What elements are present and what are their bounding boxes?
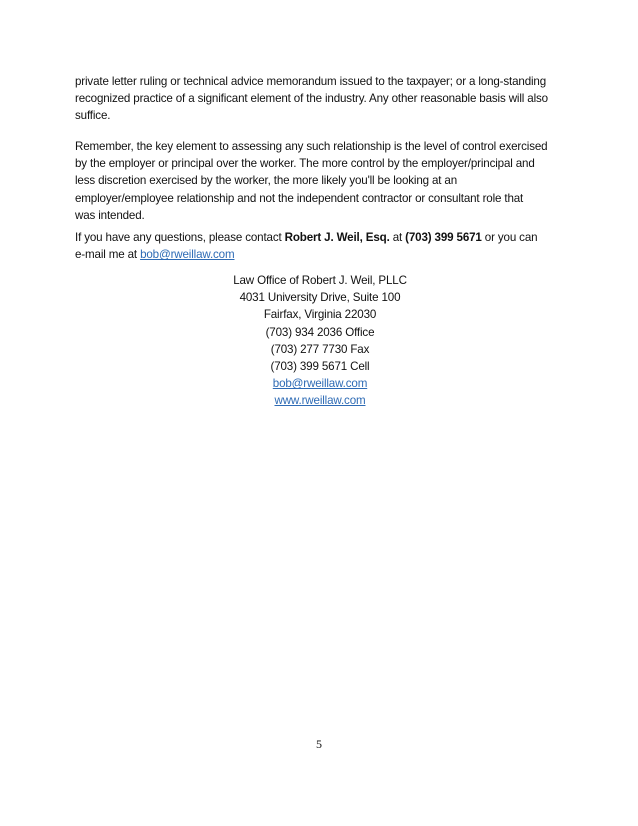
paragraph-remember bbox=[75, 138, 570, 224]
signature-office-phone: (703) 934 2036 Office bbox=[265, 325, 375, 339]
contact-text-end: or you can bbox=[481, 231, 538, 244]
page-number: 5 bbox=[316, 737, 322, 751]
paragraph-line: private letter ruling or technical advice memorandum issued to the taxpayer; or a long-standing bbox=[75, 75, 547, 88]
paragraph-ruling bbox=[75, 73, 570, 125]
signature-email-line bbox=[175, 375, 465, 392]
paragraph-line: employer/employee relationship and not the independent contractor or consultant role that bbox=[75, 191, 524, 205]
paragraph-line bbox=[75, 229, 570, 246]
signature-website-link[interactable]: www.rweillaw.com bbox=[274, 394, 366, 408]
paragraph-line: less discretion exercised by the worker, the more likely you'll be looking at an bbox=[75, 174, 458, 188]
paragraph-line: recognized practice of a significant element of the industry. Any other reasonable basis will also bbox=[75, 92, 548, 106]
signature-email-link[interactable]: bob@rweillaw.com bbox=[272, 377, 368, 391]
signature-firm: Law Office of Robert J. Weil, PLLC bbox=[233, 274, 407, 287]
contact-phone: (703) 399 5671 bbox=[405, 231, 482, 244]
paragraph-line: suffice. bbox=[75, 109, 111, 123]
signature-cell: (703) 399 5671 Cell bbox=[270, 360, 370, 374]
paragraph-line: was intended. bbox=[75, 208, 145, 222]
signature-city: Fairfax, Virginia 22030 bbox=[263, 308, 377, 322]
email-prefix: e-mail me at bbox=[75, 248, 141, 262]
contact-text-at: at bbox=[389, 231, 406, 244]
paragraph-line: by the employer or principal over the worker. The more control by the employer/principal and bbox=[75, 157, 535, 171]
contact-name: Robert J. Weil, Esq. bbox=[284, 231, 390, 244]
signature-fax: (703) 277 7730 Fax bbox=[270, 342, 370, 356]
paragraph-line bbox=[75, 246, 570, 263]
contact-text: If you have any questions, please contact bbox=[75, 231, 285, 244]
paragraph-line: Remember, the key element to assessing any such relationship is the level of control exercised bbox=[75, 140, 548, 153]
email-link[interactable]: bob@rweillaw.com bbox=[140, 248, 235, 262]
signature-block bbox=[175, 272, 465, 410]
signature-street: 4031 University Drive, Suite 100 bbox=[239, 291, 401, 305]
signature-website-line bbox=[175, 392, 465, 409]
paragraph-contact bbox=[75, 229, 570, 263]
